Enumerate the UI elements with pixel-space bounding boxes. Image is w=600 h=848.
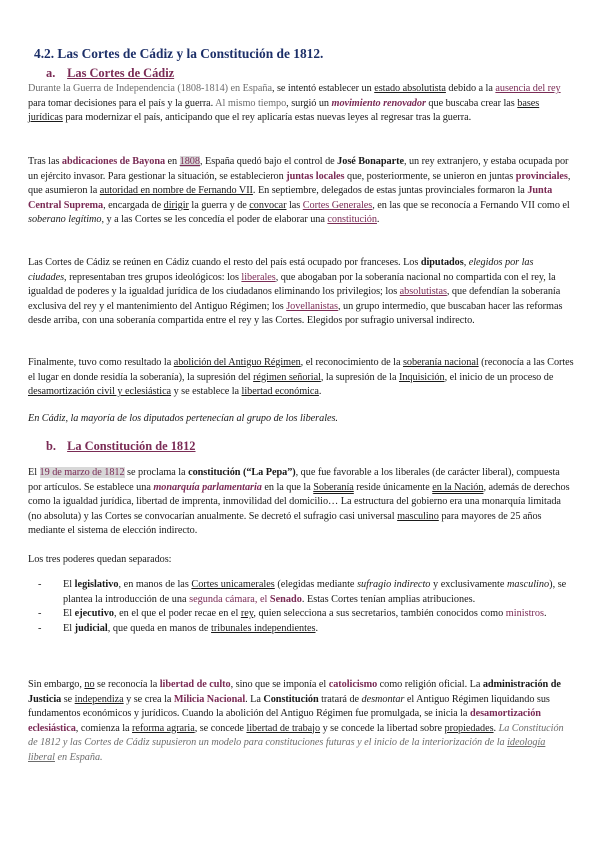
list-item-ejecutivo: - El ejecutivo, en el que el poder recae en el rey, quien selecciona a sus secretarios, también conocidos como ministros. [38,608,547,619]
page-title: 4.2. Las Cortes de Cádiz y la Constitución de 1812. [34,46,324,61]
powers-list [28,578,574,636]
section-b-heading [46,439,196,454]
section-a-number: a. [46,66,56,80]
paragraph-constitution: El 19 de marzo de 1812 se proclama la constitución (“La Pepa”), que fue favorable a los liberales (de carácter liberal), compuesta por artículos. Se establece una monarquía parlamentaria en la que la Soberanía reside únicamente en la Nación, además de derechos como la igualdad jurídica, libertad de imprenta, inmovilidad del domicilio… La estructura del gobierno era una monarquía limitada (no absoluta) y las Cortes se convocarían anualmente. Se decretó el sufragio casi universal masculino para mayores de 25 años mediante el sistema de elección indirecto. [28,467,570,536]
section-b-label: La Constitución de 1812 [67,439,196,453]
list-item-judicial: - El judicial, que queda en manos de tribunales independientes. [38,622,319,634]
paragraph-results: Finalmente, tuvo como resultado la abolición del Antiguo Régimen, el reconocimiento de la soberanía nacional (reconocía a las Cortes el lugar en donde residía la soberanía), la supresión del régimen señorial, la supresión de la Inquisición, el inicio de un proceso de desamortización civil y eclesiástica y se establece la libertad económica. [28,357,574,397]
list-item-legislativo: - El legislativo, en manos de las Cortes unicamerales (elegidas mediante sufragio indirecto y exclusivamente masculino), se plantea la introducción de una segunda cámara, el Senado. Estas Cortes tenían amplias atribuciones. [38,579,567,605]
paragraph-war-context: Durante la Guerra de Independencia (1808-1814) en España, se intentó establecer un estado absolutista debido a la ausencia del rey para tomar decisiones para el país y la guerra. Al mismo tiempo, surgió un movimiento renovador que buscaba crear las bases jurídicas para modernizar el país, anticipando que el rey aplicaría estas nuevas leyes al regresar tras la guerra. [28,83,561,123]
section-a-label: Las Cortes de Cádiz [67,66,175,80]
paragraph-powers-intro: Los tres poderes quedan separados: [28,554,172,565]
section-a-heading [46,66,174,81]
section-b-number: b. [46,439,56,453]
paragraph-majority-note: En Cádiz, la mayoría de los diputados pertenecían al grupo de los liberales. [28,413,338,424]
paragraph-sin-embargo: Sin embargo, no se reconocía la libertad de culto, sino que se imponía el catolicismo como religión oficial. La administración de Justicia se independiza y se crea la Milicia Nacional. La Constitución tratará de desmontar el Antiguo Régimen liquidando sus fundamentos económicos y jurídicos. Cuando la abolición del Antiguo Régimen fue promulgada, se inicia la desamortización eclesiástica, comienza la reforma agraria, se concede libertad de trabajo y se concede la libertad sobre propiedades. La Constitución de 1812 y las Cortes de Cádiz supusieron un modelo para constituciones futuras y el inicio de la interiorización de la ideología liberal en España. [28,679,564,763]
paragraph-bayona: Tras las abdicaciones de Bayona en 1808, España quedó bajo el control de José Bonaparte, un rey extranjero, y estaba ocupada por un ejército invasor. Para gestionar la situación, se establecieron juntas locales que, posteriormente, se unieron en juntas provinciales, que asumieron la autoridad en nombre de Fernando VII. En septiembre, delegados de estas juntas provinciales formaron la Junta Central Suprema, encargada de dirigir la guerra y de convocar las Cortes Generales, en las que se reconocía a Fernando VII como el soberano legítimo, y a las Cortes se les concedía el poder de elaborar una constitución. [28,156,571,225]
paragraph-diputados: Las Cortes de Cádiz se reúnen en Cádiz cuando el resto del país está ocupado por franceses. Los diputados, elegidos por las ciudades, representaban tres grupos ideológicos: los liberales, que abogaban por la soberanía nacional no compartida con el rey, la igualdad de poderes y la igualdad jurídica de los ciudadanos eliminando los privilegios; los absolutistas, que defendían la soberanía exclusiva del rey y el mantenimiento del Antiguo Régimen; los Jovellanistas, un grupo intermedio, que buscaban hacer las reformas desde arriba, con una soberanía compartida entre el rey y las Cortes. Elegidos por sufragio universal indirecto. [28,257,563,326]
